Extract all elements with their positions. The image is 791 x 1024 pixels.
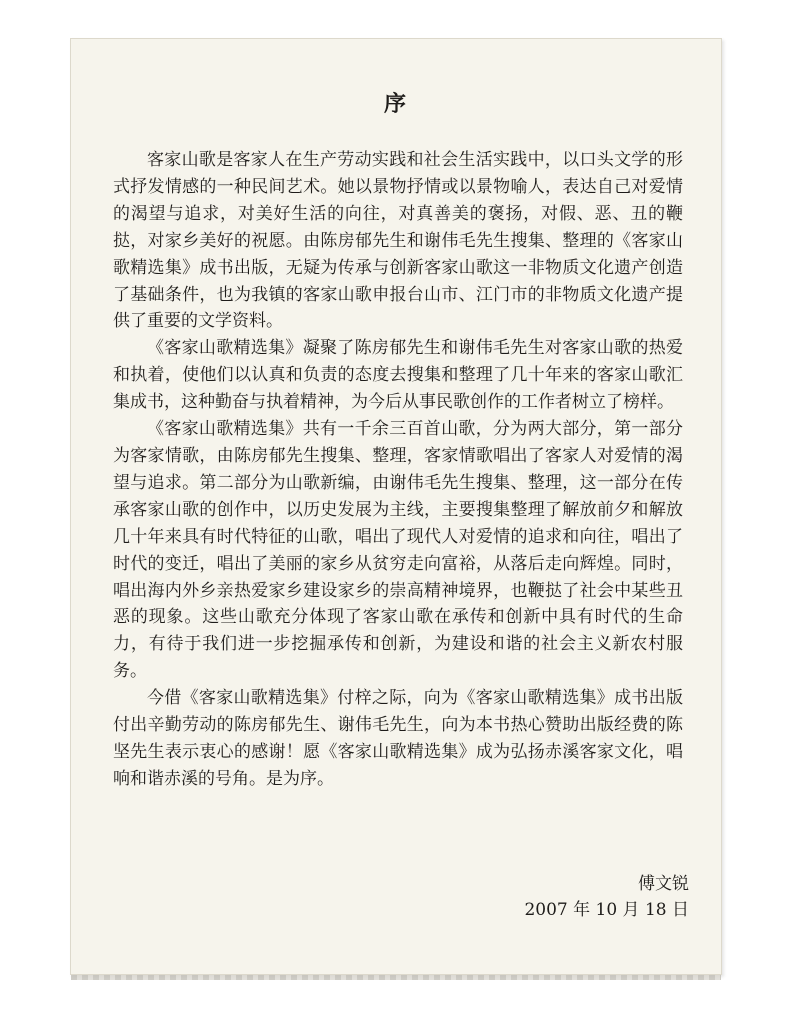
paragraph: 《客家山歌精选集》凝聚了陈房郁先生和谢伟毛先生对客家山歌的热爱和执着，使他们以认真和负责的态度去搜集和整理了几十年来的客家山歌汇集成书，这种勤奋与执着精神，为今后从事民歌创作的工作者树立了榜样。 [113,338,683,413]
author-name: 傅文锐 [638,874,689,894]
document-page [70,38,722,975]
preface-body [113,147,683,793]
signature-block [524,871,689,923]
paragraph: 《客家山歌精选集》共有一千余三百首山歌，分为两大部分，第一部分为客家情歌，由陈房郁先生搜集、整理，客家情歌唱出了客家人对爱情的渴望与追求。第二部分为山歌新编，由谢伟毛先生搜集、整理，这一部分在传承客家山歌的创作中，以历史发展为主线，主要搜集整理了解放前夕和解放几十年来具有时代特征的山歌，唱出了现代人对爱情的追求和向往，唱出了时代的变迁，唱出了美丽的家乡从贫穷走向富裕，从落后走向辉煌。同时，唱出海内外乡亲热爱家乡建设家乡的崇高精神境界，也鞭挞了社会中某些丑恶的现象。这些山歌充分体现了客家山歌在承传和创新中具有时代的生命力，有待于我们进一步挖掘承传和创新，为建设和谐的社会主义新农村服务。 [113,419,683,682]
date: 2007 年 10 月 18 日 [524,900,689,920]
page-title: 序 [383,91,408,117]
paragraph: 客家山歌是客家人在生产劳动实践和社会生活实践中，以口头文学的形式抒发情感的一种民间艺术。她以景物抒情或以景物喻人，表达自己对爱情的渴望与追求，对美好生活的向往，对真善美的褒扬，对假、恶、丑的鞭挞，对家乡美好的祝愿。由陈房郁先生和谢伟毛先生搜集、整理的《客家山歌精选集》成书出版，无疑为传承与创新客家山歌这一非物质文化遗产创造了基础条件，也为我镇的客家山歌申报台山市、江门市的非物质文化遗产提供了重要的文学资料。 [113,150,683,332]
paragraph: 今借《客家山歌精选集》付梓之际，向为《客家山歌精选集》成书出版付出辛勤劳动的陈房郁先生、谢伟毛先生，向为本书热心赞助出版经费的陈坚先生表示衷心的感谢！愿《客家山歌精选集》成为弘扬赤溪客家文化，唱响和谐赤溪的号角。是为序。 [113,688,683,789]
